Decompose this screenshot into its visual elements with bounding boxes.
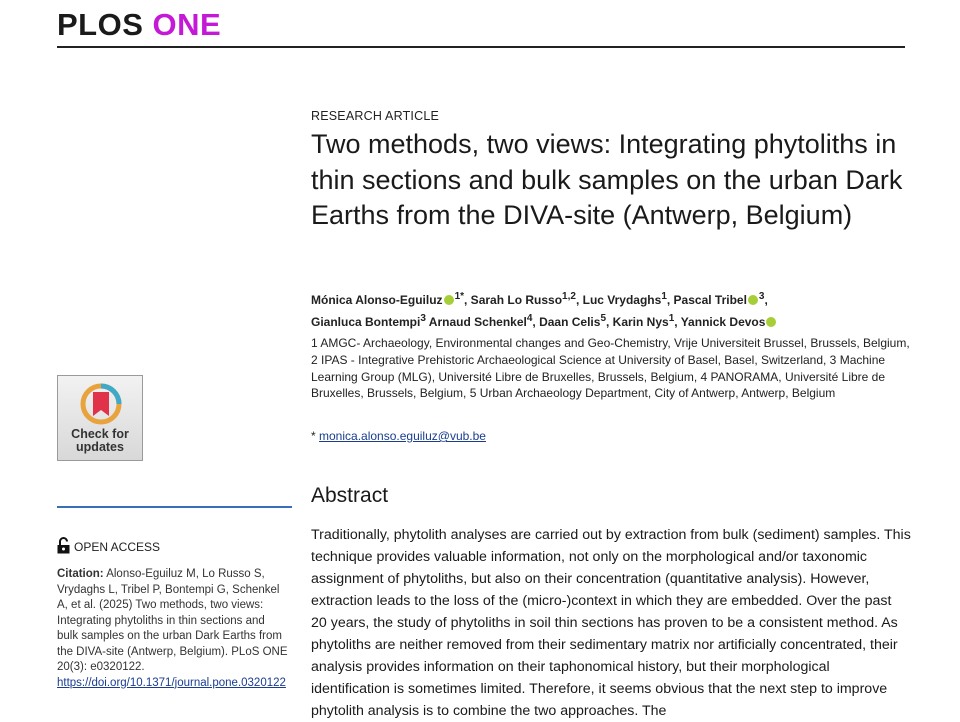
doi-link[interactable]: https://doi.org/10.1371/journal.pone.0320122 [57, 676, 286, 689]
journal-logo [57, 8, 221, 42]
badge-label: Check for updates [71, 427, 129, 454]
open-lock-icon [57, 537, 70, 554]
sidebar-divider [57, 506, 292, 508]
open-access-text: OPEN ACCESS [74, 540, 161, 554]
orcid-icon[interactable] [766, 317, 776, 327]
open-access-label [57, 537, 160, 554]
logo-one: ONE [152, 7, 222, 42]
check-updates-icon [79, 382, 123, 428]
header-divider [57, 46, 905, 48]
article-title: Two methods, two views: Integrating phytoliths in thin sections and bulk samples on the urban Dark Earths from the DIVA-site (Antwerp, Belgium) [311, 129, 903, 230]
orcid-icon[interactable] [444, 295, 454, 305]
author-list: Mónica Alonso-Eguiluz $^{1*}$, Sarah Lo Russo$^{1,2}$, Luc Vrydaghs$^1$, Pascal Tribel $^3$, Gianluca Bontempi$^3$ Arnaud Schenkel$^4$, Daan Celis$^5$, Karin Nys$^1$, Yannick Devos [311, 288, 911, 331]
affiliations: 1 AMGC- Archaeology, Environmental changes and Geo-Chemistry, Vrije Universiteit Brussel, Brussels, Belgium, 2 IPAS - Integrative Prehistoric Archaeological Science at University of Basel, Basel, Switzerland, 3 Machine Learning Group (MLG), Université Libre de Bruxelles, Brussels, Belgium, 4 PANORAMA, Université Libre de Bruxelles, Brussels, Belgium, 5 Urban Archaeology Department, City of Antwerp, Antwerp, Belgium [311, 336, 910, 401]
corresponding-email: * monica.alonso.eguiluz@vub.be [311, 429, 486, 443]
abstract-text: Traditionally, phytolith analyses are carried out by extraction from bulk (sediment) samples. This technique provides valuable information, not only on the morphological and/or taxonomic assignment of phytoliths, but also on their concentration (quantitative analysis). However, extraction leads to the loss of the (micro-)context in which they are embedded. Over the past 20 years, the study of phytoliths in soil thin sections has proven to be a consistent method. As phytoliths are neither removed from their sedimentary matrix nor artificially concentrated, their analysis provides information on their taphonomical history, but their morphological identification is sometimes limited. Therefore, it seems obvious that the next step to improve phytolith analysis is to combine the two approaches. The [311, 527, 911, 719]
citation-block [57, 567, 289, 691]
article-type: RESEARCH ARTICLE [311, 109, 440, 123]
abstract-heading: Abstract [311, 484, 389, 507]
orcid-icon[interactable] [748, 295, 758, 305]
citation-text: Alonso-Eguiluz M, Lo Russo S, Vrydaghs L, Tribel P, Bontempi G, Schenkel A, et al. (2025) Two methods, two views: Integrating phytoliths in thin sections and bulk samples on the urban Dark Earths from the DIVA-site (Antwerp, Belgium). PLoS ONE 20(3): e0320122. [57, 568, 288, 673]
logo-plos: PLOS [57, 7, 144, 42]
email-link[interactable]: monica.alonso.eguiluz@vub.be [319, 429, 486, 443]
citation-label: Citation: [57, 568, 104, 580]
check-for-updates-badge[interactable] [57, 375, 143, 461]
